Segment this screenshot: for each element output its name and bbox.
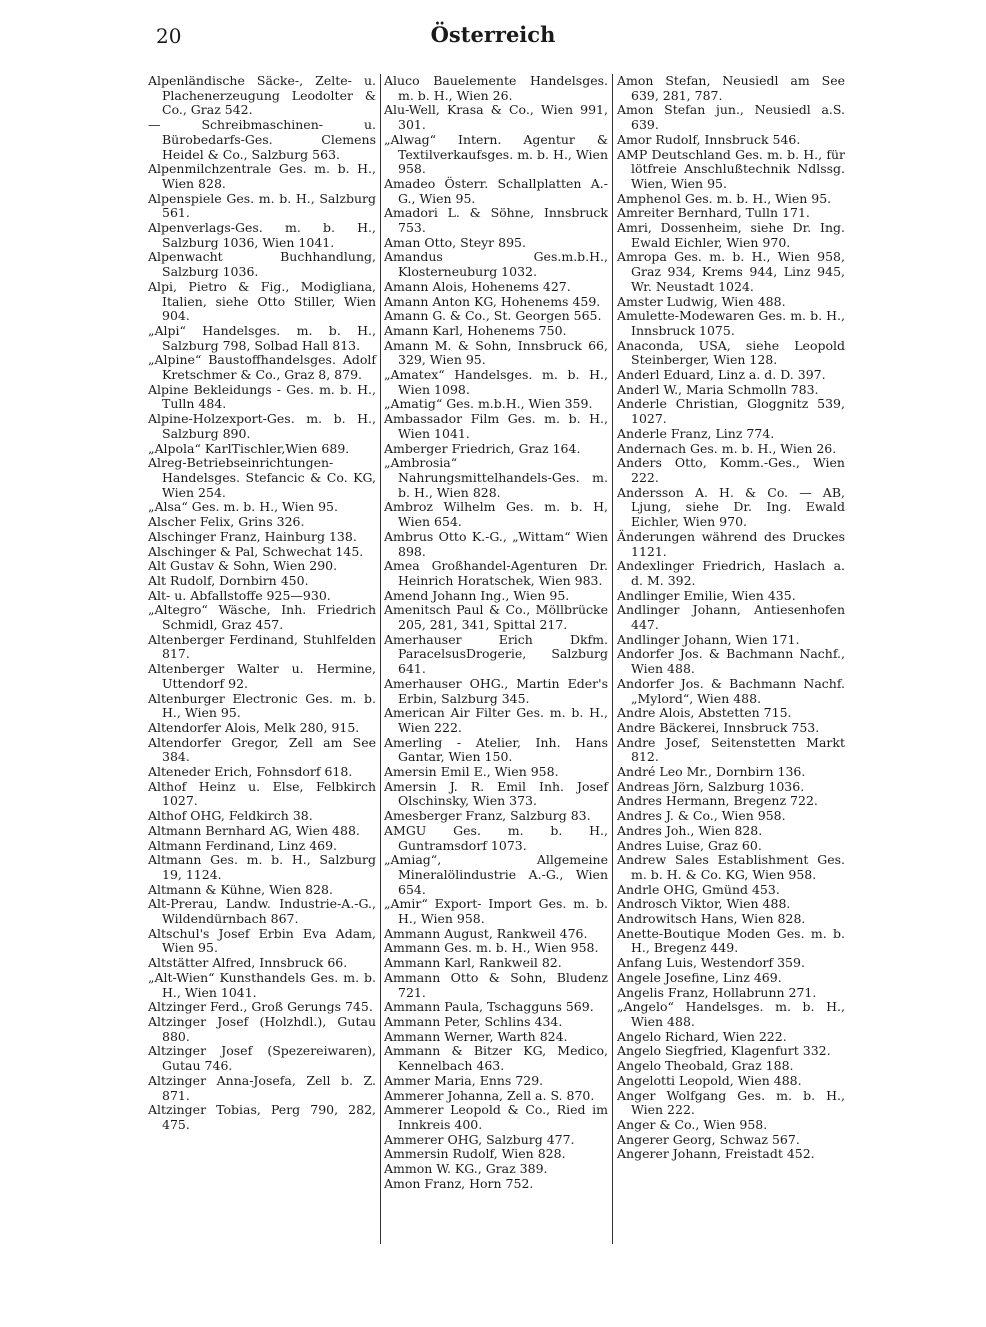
directory-entry: Amersin J. R. Emil Inh. Josef Olschinsky, Wien 373. — [384, 778, 608, 809]
directory-entry: Amesberger Franz, Salzburg 83. — [384, 808, 591, 824]
directory-entry: Amulette-Modewaren Ges. m. b. H., Innsbruck 1075. — [617, 308, 845, 338]
directory-entry: Anders Otto, Komm.-Ges., Wien 222. — [617, 455, 845, 485]
directory-entry: Andres Hermann, Bregenz 722. — [617, 793, 818, 809]
directory-entry: Andlinger Johann, Antiesenhofen 447. — [617, 602, 845, 633]
directory-entry: Ammerer Johanna, Zell a. S. 870. — [384, 1087, 595, 1103]
directory-entry: Altschul's Josef Erbin Eva Adam, Wien 95. — [148, 925, 376, 956]
directory-entry: Amberger Friedrich, Graz 164. — [384, 440, 581, 456]
directory-entry: Amphenol Ges. m. b. H., Wien 95. — [617, 190, 832, 206]
directory-entry: Angerer Johann, Freistadt 452. — [617, 1146, 815, 1162]
directory-entry: Angelotti Leopold, Wien 488. — [617, 1072, 802, 1088]
directory-entry: Alscher Felix, Grins 326. — [148, 514, 305, 530]
directory-entry: Ammann Karl, Rankweil 82. — [384, 955, 562, 971]
column-1 — [148, 74, 376, 1133]
directory-entry: Alpenwacht Buchhandlung, Salzburg 1036. — [148, 249, 376, 280]
directory-entry: Alpi, Pietro & Fig., Modigliana, Italien, siehe Otto Stiller, Wien 904. — [148, 278, 376, 324]
directory-entry: Alpine Bekleidungs - Ges. m. b. H., Tulln 484. — [148, 381, 376, 412]
directory-entry: Amadori L. & Söhne, Innsbruck 753. — [384, 205, 608, 236]
directory-entry: Anaconda, USA, siehe Leopold Steinberger, Wien 128. — [617, 337, 845, 368]
directory-entry: Amon Stefan jun., Neusiedl a.S. 639. — [617, 102, 845, 133]
directory-entry: Altmann & Kühne, Wien 828. — [148, 881, 333, 897]
directory-entry: Altzinger Tobias, Perg 790, 282, 475. — [148, 1102, 376, 1132]
directory-entry: Alt-Prerau, Landw. Industrie-A.-G., Wildendürnbach 867. — [148, 896, 376, 927]
directory-entry: Altmann Bernhard AG, Wien 488. — [148, 822, 360, 838]
directory-entry: Anger Wolfgang Ges. m. b. H., Wien 222. — [617, 1087, 845, 1118]
column-divider — [380, 74, 381, 1244]
directory-entry: Altzinger Anna-Josefa, Zell b. Z. 871. — [148, 1072, 376, 1103]
directory-entry: Ammer Maria, Enns 729. — [384, 1072, 544, 1088]
directory-entry: Amon Franz, Horn 752. — [384, 1175, 534, 1191]
directory-entry: Althof OHG, Feldkirch 38. — [148, 808, 313, 824]
directory-entry: „Alt-Wien“ Kunsthandels Ges. m. b. H., Wien 1041. — [148, 969, 376, 1000]
directory-entry: Amerling - Atelier, Inh. Hans Gantar, Wien 150. — [384, 734, 608, 765]
directory-entry: Amann Anton KG, Hohenems 459. — [384, 293, 601, 309]
directory-entry: Andorfer Jos. & Bachmann Nachf., Wien 488. — [617, 646, 845, 677]
directory-entry: Amend Johann Ing., Wien 95. — [384, 587, 570, 603]
directory-entry: André Leo Mr., Dornbirn 136. — [617, 764, 806, 780]
directory-entry: Anderle Christian, Gloggnitz 539, 1027. — [617, 396, 845, 427]
directory-entry: „Ambrosia“ Nahrungsmittelhandels-Ges. m. b. H., Wien 828. — [384, 455, 608, 500]
directory-entry: Amadeo Österr. Schallplatten A.-G., Wien 95. — [384, 175, 608, 206]
column-3 — [617, 74, 845, 1162]
directory-entry: Andersson A. H. & Co. — AB, Ljung, siehe Dr. Ing. Ewald Eichler, Wien 970. — [617, 484, 845, 530]
directory-entry: Andre Alois, Abstetten 715. — [617, 705, 792, 721]
directory-entry: Andernach Ges. m. b. H., Wien 26. — [617, 440, 837, 456]
directory-entry: Ammann & Bitzer KG, Medico, Kennelbach 463. — [384, 1043, 608, 1074]
directory-entry: „Alpine“ Baustoffhandelsges. Adolf Kretschmer & Co., Graz 8, 879. — [148, 352, 376, 383]
directory-entry: Andrle OHG, Gmünd 453. — [617, 881, 780, 897]
directory-entry: Amon Stefan, Neusiedl am See 639, 281, 787. — [617, 73, 845, 103]
directory-entry: Altzinger Josef (Holzhdl.), Gutau 880. — [148, 1014, 376, 1044]
directory-entry: Ambassador Film Ges. m. b. H., Wien 1041. — [384, 411, 608, 441]
directory-entry: Amann M. & Sohn, Innsbruck 66, 329, Wien 95. — [384, 337, 608, 368]
directory-entry: Altzinger Ferd., Groß Gerungs 745. — [148, 999, 373, 1015]
directory-entry: Altenberger Ferdinand, Stuhlfelden 817. — [148, 631, 376, 662]
directory-entry: Amreiter Bernhard, Tulln 171. — [617, 205, 810, 221]
page-number: 20 — [156, 24, 182, 48]
directory-entry: Anderl W., Maria Schmolln 783. — [617, 381, 819, 397]
column-divider — [612, 74, 613, 1244]
directory-entry: Alpine-Holzexport-Ges. m. b. H., Salzburg 890. — [148, 411, 376, 441]
directory-entry: Amandus Ges.m.b.H., Klosterneuburg 1032. — [384, 249, 608, 280]
directory-entry: Altendorfer Alois, Melk 280, 915. — [148, 719, 360, 735]
directory-entry: Alteneder Erich, Fohnsdorf 618. — [148, 764, 353, 780]
directory-entry: Aman Otto, Steyr 895. — [384, 234, 526, 250]
directory-entry: Amropa Ges. m. b. H., Wien 958, Graz 934, Krems 944, Linz 945, Wr. Neustadt 1024. — [617, 249, 845, 294]
directory-entry: Amster Ludwig, Wien 488. — [617, 293, 786, 309]
directory-entry: Androsch Viktor, Wien 488. — [617, 896, 791, 912]
directory-entry: „Angelo“ Handelsges. m. b. H., Wien 488. — [617, 999, 845, 1029]
directory-entry: Ambrus Otto K.-G., „Wittam“ Wien 898. — [384, 528, 608, 559]
directory-entry: „Alpola“ KarlTischler,Wien 689. — [148, 440, 350, 456]
directory-entry: Alt Gustav & Sohn, Wien 290. — [148, 558, 338, 574]
directory-entry: Aluco Bauelemente Handelsges. m. b. H., Wien 26. — [384, 73, 608, 103]
directory-entry: Altenburger Electronic Ges. m. b. H., Wien 95. — [148, 690, 376, 721]
directory-entry: Angelo Theobald, Graz 188. — [617, 1058, 794, 1074]
directory-entry: Angelo Siegfried, Klagenfurt 332. — [617, 1043, 831, 1059]
directory-entry: „Amatex“ Handelsges. m. b. H., Wien 1098. — [384, 367, 608, 397]
directory-entry: Alpenspiele Ges. m. b. H., Salzburg 561. — [148, 190, 376, 221]
directory-entry: Andre Bäckerei, Innsbruck 753. — [617, 719, 820, 735]
directory-entry: Alpenmilchzentrale Ges. m. b. H., Wien 828. — [148, 161, 376, 191]
directory-entry: Altmann Ferdinand, Linz 469. — [148, 837, 338, 853]
directory-entry: Anger & Co., Wien 958. — [617, 1116, 768, 1132]
directory-entry: Amerhauser OHG., Martin Eder's Erbin, Salzburg 345. — [384, 675, 608, 706]
directory-entry: „Amatig“ Ges. m.b.H., Wien 359. — [384, 396, 593, 412]
directory-entry: Änderungen während des Druckes 1121. — [617, 528, 845, 559]
column-2 — [384, 74, 608, 1191]
directory-entry: — Schreibmaschinen- u. Bürobedarfs-Ges. Clemens Heidel & Co., Salzburg 563. — [148, 117, 376, 162]
directory-entry: „Altegro“ Wäsche, Inh. Friedrich Schmidl, Graz 457. — [148, 602, 376, 633]
directory-entry: „Amir“ Export- Import Ges. m. b. H., Wien 958. — [384, 896, 608, 927]
directory-entry: „Alsa“ Ges. m. b. H., Wien 95. — [148, 499, 338, 515]
directory-entry: Anderl Eduard, Linz a. d. D. 397. — [617, 367, 826, 383]
directory-entry: Alschinger Franz, Hainburg 138. — [148, 528, 357, 544]
directory-entry: Alu-Well, Krasa & Co., Wien 991, 301. — [384, 102, 608, 133]
directory-entry: Andexlinger Friedrich, Haslach a. d. M. 392. — [617, 558, 845, 588]
directory-entry: Andres Luise, Graz 60. — [617, 837, 762, 853]
directory-entry: Andres J. & Co., Wien 958. — [617, 808, 786, 824]
directory-entry: Androwitsch Hans, Wien 828. — [617, 911, 806, 927]
directory-entry: Andre Josef, Seitenstetten Markt 812. — [617, 734, 845, 765]
directory-entry: Ammon W. KG., Graz 389. — [384, 1161, 548, 1177]
directory-entry: Alt- u. Abfallstoffe 925—930. — [148, 587, 331, 603]
directory-entry: Anderle Franz, Linz 774. — [617, 425, 775, 441]
directory-entry: Alreg-Betriebseinrichtungen-Handelsges. Stefancic & Co. KG, Wien 254. — [148, 455, 376, 500]
directory-entry: „Amiag“, Allgemeine Mineralölindustrie A.-G., Wien 654. — [384, 852, 608, 897]
directory-entry: Amea Großhandel-Agenturen Dr. Heinrich Horatschek, Wien 983. — [384, 558, 608, 588]
directory-entry: American Air Filter Ges. m. b. H., Wien 222. — [384, 705, 608, 735]
directory-entry: Alschinger & Pal, Schwechat 145. — [148, 543, 364, 559]
directory-entry: Angele Josefine, Linz 469. — [617, 969, 782, 985]
directory-entry: Altmann Ges. m. b. H., Salzburg 19, 1124. — [148, 852, 376, 882]
directory-entry: Amann Alois, Hohenems 427. — [384, 278, 571, 294]
directory-entry: Amerhauser Erich Dkfm. ParacelsusDrogerie, Salzburg 641. — [384, 631, 608, 677]
directory-entry: Ammersin Rudolf, Wien 828. — [384, 1146, 566, 1162]
directory-entry: Ammann Ges. m. b. H., Wien 958. — [384, 940, 599, 956]
directory-entry: Andlinger Emilie, Wien 435. — [617, 587, 796, 603]
directory-entry: Altenberger Walter u. Hermine, Uttendorf 92. — [148, 661, 376, 691]
directory-entry: Altstätter Alfred, Innsbruck 66. — [148, 955, 348, 971]
directory-entry: Ammerer OHG, Salzburg 477. — [384, 1131, 575, 1147]
directory-entry: Angelis Franz, Hollabrunn 271. — [617, 984, 817, 1000]
directory-entry: Ammann August, Rankweil 476. — [384, 925, 588, 941]
directory-entry: Ammerer Leopold & Co., Ried im Innkreis 400. — [384, 1102, 608, 1132]
directory-entry: Altendorfer Gregor, Zell am See 384. — [148, 734, 376, 765]
directory-entry: Ammann Peter, Schlins 434. — [384, 1014, 563, 1029]
directory-entry: Anette-Boutique Moden Ges. m. b. H., Bregenz 449. — [617, 925, 845, 956]
directory-entry: Alpenländische Säcke-, Zelte- u. Plachenerzeugung Leodolter & Co., Graz 542. — [148, 73, 376, 118]
directory-entry: Andorfer Jos. & Bachmann Nachf. „Mylord“, Wien 488. — [617, 675, 845, 706]
directory-entry: Ambroz Wilhelm Ges. m. b. H, Wien 654. — [384, 499, 608, 530]
directory-entry: Amann G. & Co., St. Georgen 565. — [384, 308, 602, 324]
directory-entry: Amenitsch Paul & Co., Möllbrücke 205, 281, 341, Spittal 217. — [384, 602, 608, 633]
directory-entry: Amor Rudolf, Innsbruck 546. — [617, 131, 801, 147]
directory-entry: Andlinger Johann, Wien 171. — [617, 631, 800, 647]
directory-entry: Andreas Jörn, Salzburg 1036. — [617, 778, 805, 794]
directory-entry: Ammann Otto & Sohn, Bludenz 721. — [384, 969, 608, 1000]
page-title: Österreich — [430, 22, 556, 47]
directory-entry: Alpenverlags-Ges. m. b. H., Salzburg 1036, Wien 1041. — [148, 220, 376, 250]
directory-entry: Ammann Paula, Tschagguns 569. — [384, 999, 594, 1015]
directory-entry: Altzinger Josef (Spezereiwaren), Gutau 746. — [148, 1043, 376, 1074]
directory-entry: Anfang Luis, Westendorf 359. — [617, 955, 805, 971]
directory-entry: Angerer Georg, Schwaz 567. — [617, 1131, 800, 1147]
directory-entry: Alt Rudolf, Dornbirn 450. — [148, 572, 309, 588]
directory-entry: Ammann Werner, Warth 824. — [384, 1028, 568, 1044]
directory-entry: „Alpi“ Handelsges. m. b. H., Salzburg 798, Solbad Hall 813. — [148, 322, 376, 353]
directory-entry: „Alwag“ Intern. Agentur & Textilverkaufsges. m. b. H., Wien 958. — [384, 131, 608, 177]
directory-entry: AMGU Ges. m. b. H., Guntramsdorf 1073. — [384, 822, 608, 853]
directory-entry: Andres Joh., Wien 828. — [617, 822, 763, 838]
directory-entry: Angelo Richard, Wien 222. — [617, 1028, 787, 1044]
directory-entry: AMP Deutschland Ges. m. b. H., für lötfreie Anschlußtechnik Ndlssg. Wien, Wien 95. — [617, 146, 845, 191]
directory-entry: Amersin Emil E., Wien 958. — [384, 764, 559, 780]
directory-entry: Andrew Sales Establishment Ges. m. b. H. & Co. KG, Wien 958. — [617, 852, 845, 882]
directory-entry: Amann Karl, Hohenems 750. — [384, 322, 567, 338]
directory-entry: Amri, Dossenheim, siehe Dr. Ing. Ewald Eichler, Wien 970. — [617, 220, 845, 250]
directory-entry: Althof Heinz u. Else, Felbkirch 1027. — [148, 778, 376, 809]
